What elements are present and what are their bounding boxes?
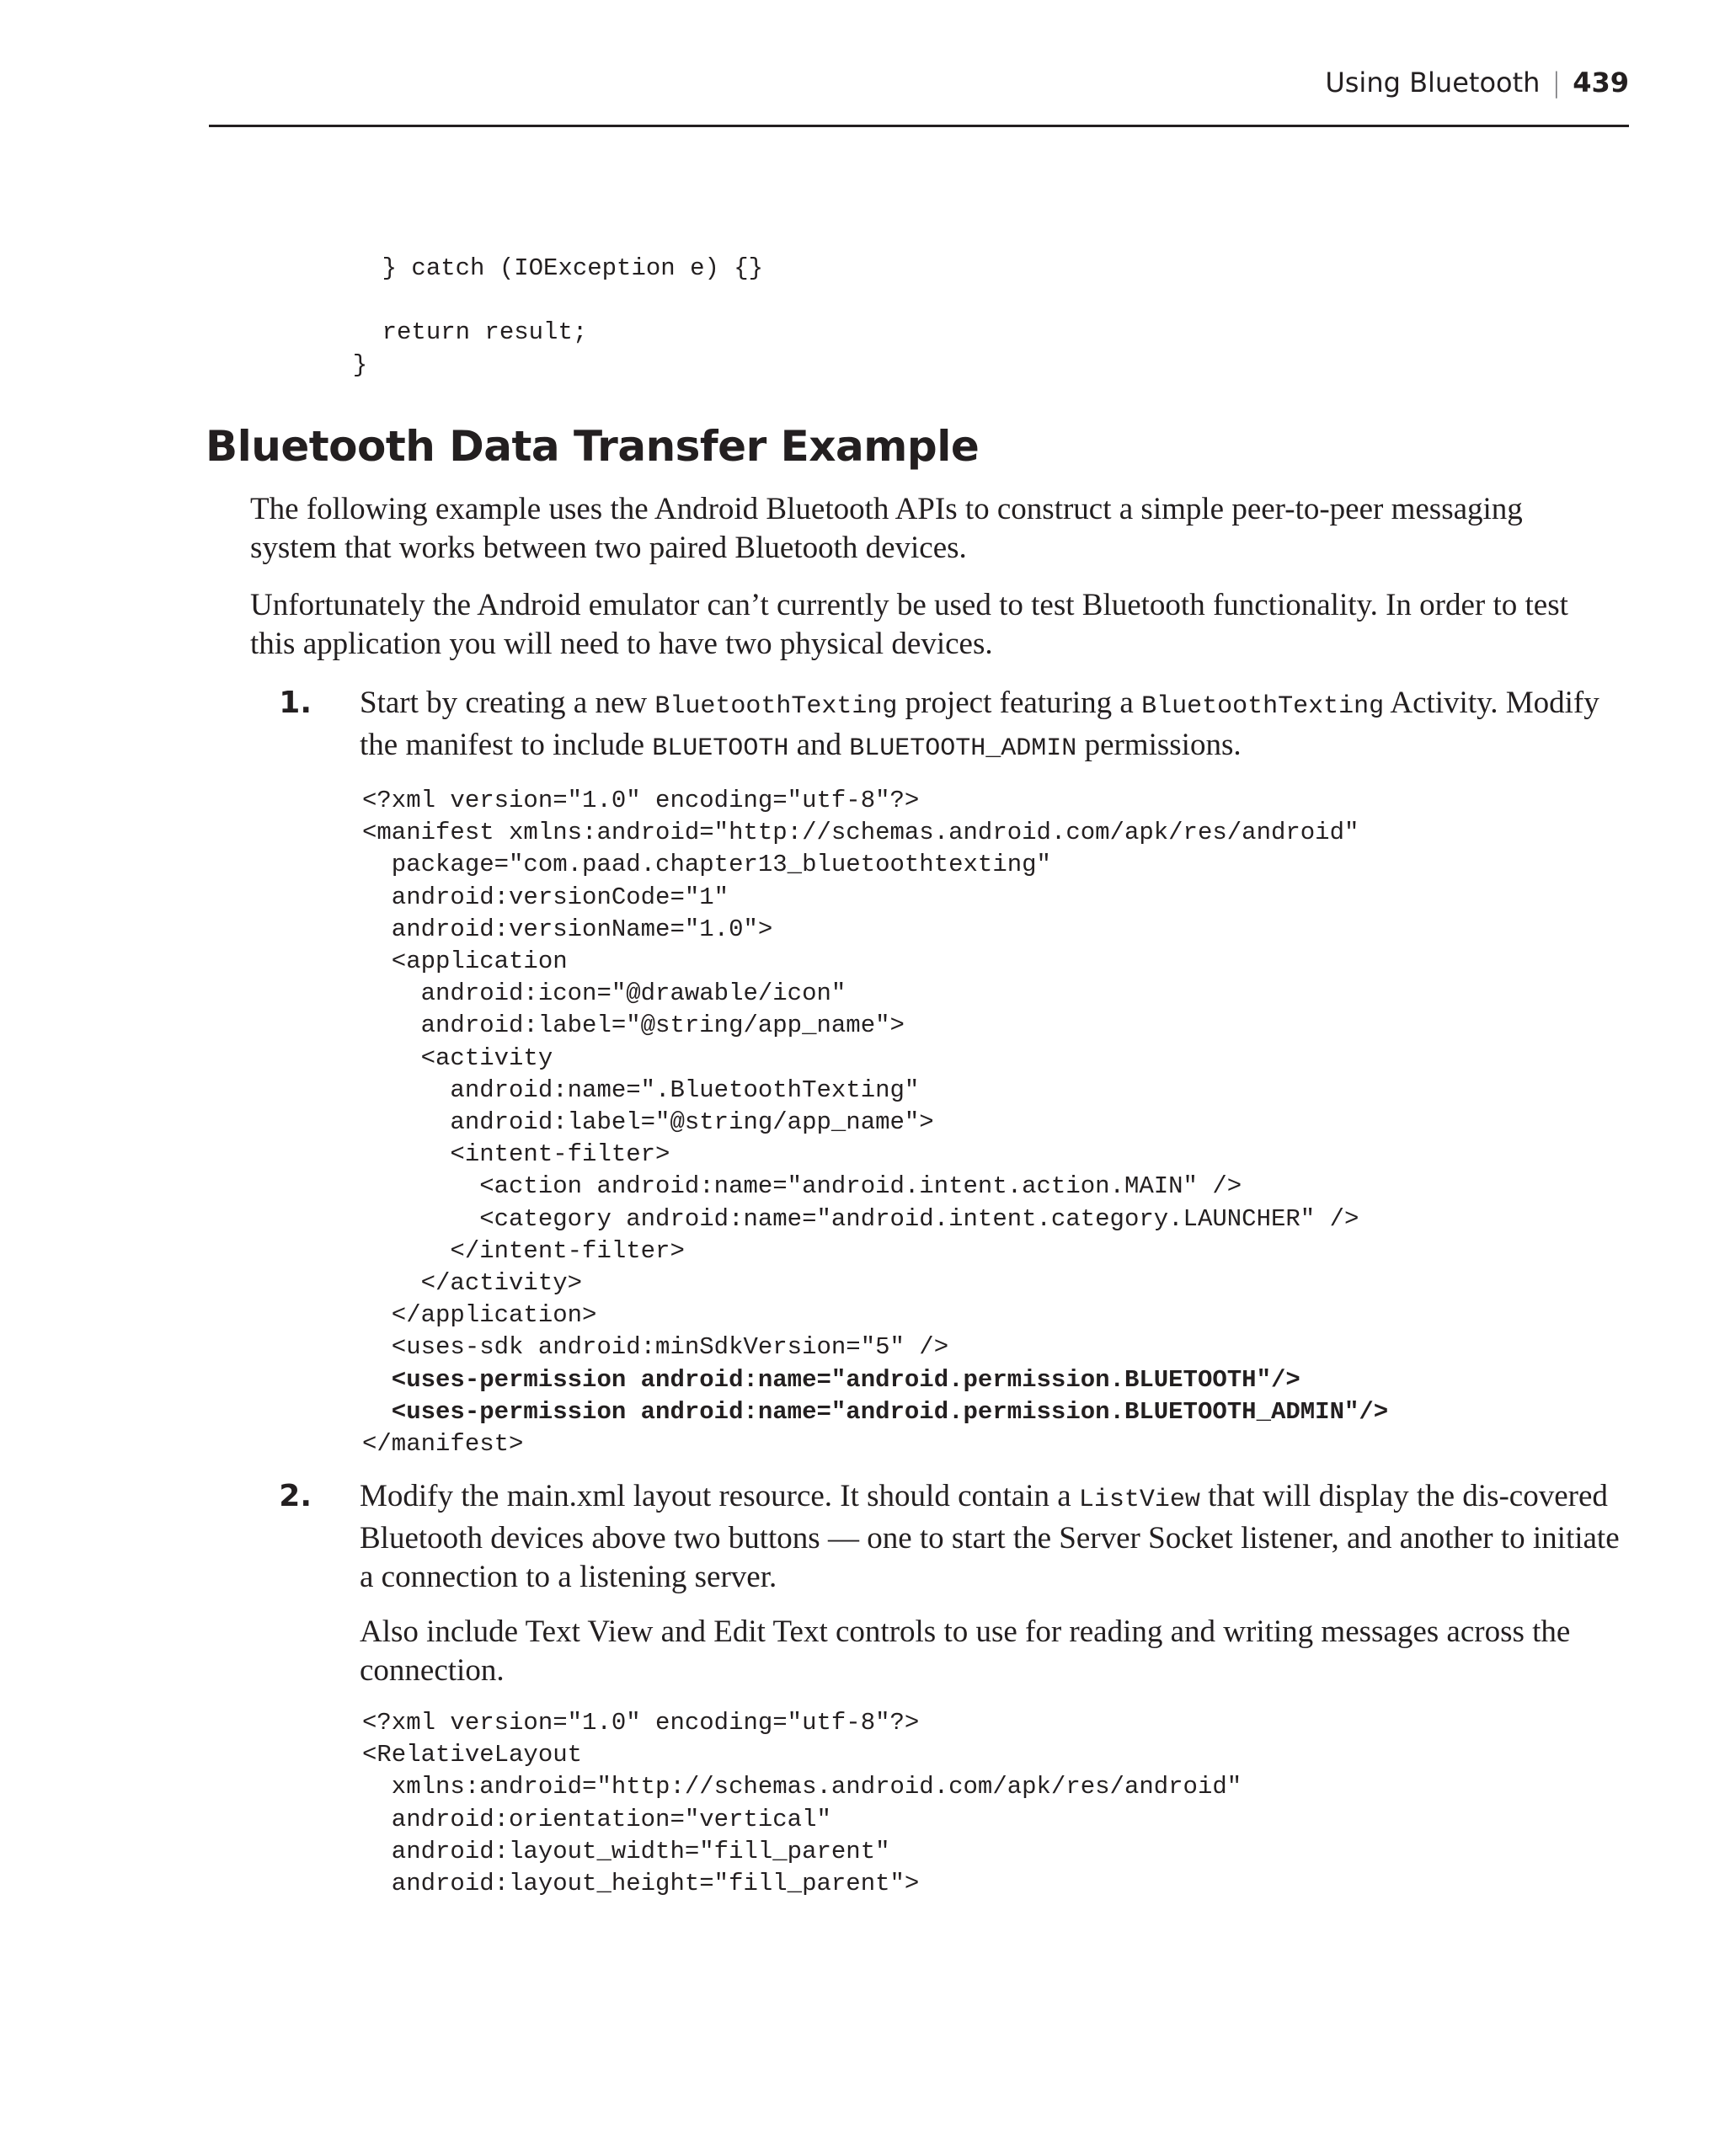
- inline-code-bluetooth-permission: BLUETOOTH: [652, 734, 789, 763]
- section-title: Bluetooth Data Transfer Example: [206, 422, 980, 471]
- step-2-text-part: that will display the dis-covered Bluetooth devices above two buttons — one to start the Server Socket listener, and another to initiate a connection to a listening server.: [360, 1479, 1620, 1594]
- step-1-text-part: project featuring a: [897, 686, 1142, 720]
- step-2-followup-text: Also include Text View and Edit Text controls to use for reading and writing messages across the connection.: [360, 1614, 1571, 1688]
- step-1-text-part: Start by creating a new: [360, 686, 655, 720]
- intro-paragraph: The following example uses the Android Bluetooth APIs to construct a simple peer-to-peer messaging system that works between two paired Bluetooth devices.: [250, 492, 1523, 565]
- manifest-code-closing: </manifest>: [362, 1430, 524, 1459]
- step-number-2: 2.: [279, 1479, 312, 1513]
- inline-code-project-name: BluetoothTexting: [654, 692, 898, 721]
- step-1-text-part: Activity. Modify the manifest to include: [360, 686, 1599, 762]
- layout-code-block: <?xml version="1.0" encoding="utf-8"?> <RelativeLayout xmlns:android="http://schemas.android.com/apk/res/android" android:orientation="vertical" android:layout_width="fill_parent" android:layout_height="fill_parent">: [362, 1709, 1242, 1898]
- step-1-text-part: permissions.: [1076, 728, 1242, 762]
- inline-code-activity-name: BluetoothTexting: [1141, 692, 1385, 721]
- step-1-text-part: and: [788, 728, 850, 762]
- inline-code-bluetooth-admin-permission: BLUETOOTH_ADMIN: [849, 734, 1077, 763]
- running-header-separator: |: [1551, 67, 1562, 99]
- step-number-1: 1.: [279, 686, 312, 720]
- step-2-text-part: Modify the main.xml layout resource. It should contain a: [360, 1479, 1079, 1513]
- step-2-text: [360, 1477, 1623, 1597]
- header-rule: [209, 125, 1629, 127]
- page-number: 439: [1573, 67, 1629, 99]
- manifest-code-block: [362, 785, 1388, 1460]
- manifest-code-normal: <?xml version="1.0" encoding="utf-8"?> <manifest xmlns:android="http://schemas.android.com/apk/res/android" package="com.paad.chapter13_bluetoothtexting" android:versionCode="1" android:versionName="1.0"> <application android:icon="@drawable/icon" android:label="@string/app_name"> <activity android:name=".BluetoothTexting" android:label="@string/app_name"> <intent-filter> <action android:name="android.intent.action.MAIN" /> <category android:name="android.intent.category.LAUNCHER" /> </intent-filter> </activity> </application> <uses-sdk android:minSdkVersion="5" />: [362, 787, 1359, 1362]
- running-header-section: Using Bluetooth: [1325, 67, 1541, 99]
- running-header: [1325, 64, 1629, 101]
- emulator-note-paragraph: Unfortunately the Android emulator can’t currently be used to test Bluetooth functionality. In order to test this application you will need to have two physical devices.: [250, 588, 1568, 661]
- inline-code-listview: ListView: [1078, 1486, 1200, 1514]
- manifest-code-permissions-bold: <uses-permission android:name="android.permission.BLUETOOTH"/> <uses-permission android:name="android.permission.BLUETOOTH_ADMIN"/>: [391, 1365, 1389, 1426]
- code-block-continuation: } catch (IOException e) {} return result; }: [352, 254, 764, 379]
- step-1-text: [360, 684, 1623, 768]
